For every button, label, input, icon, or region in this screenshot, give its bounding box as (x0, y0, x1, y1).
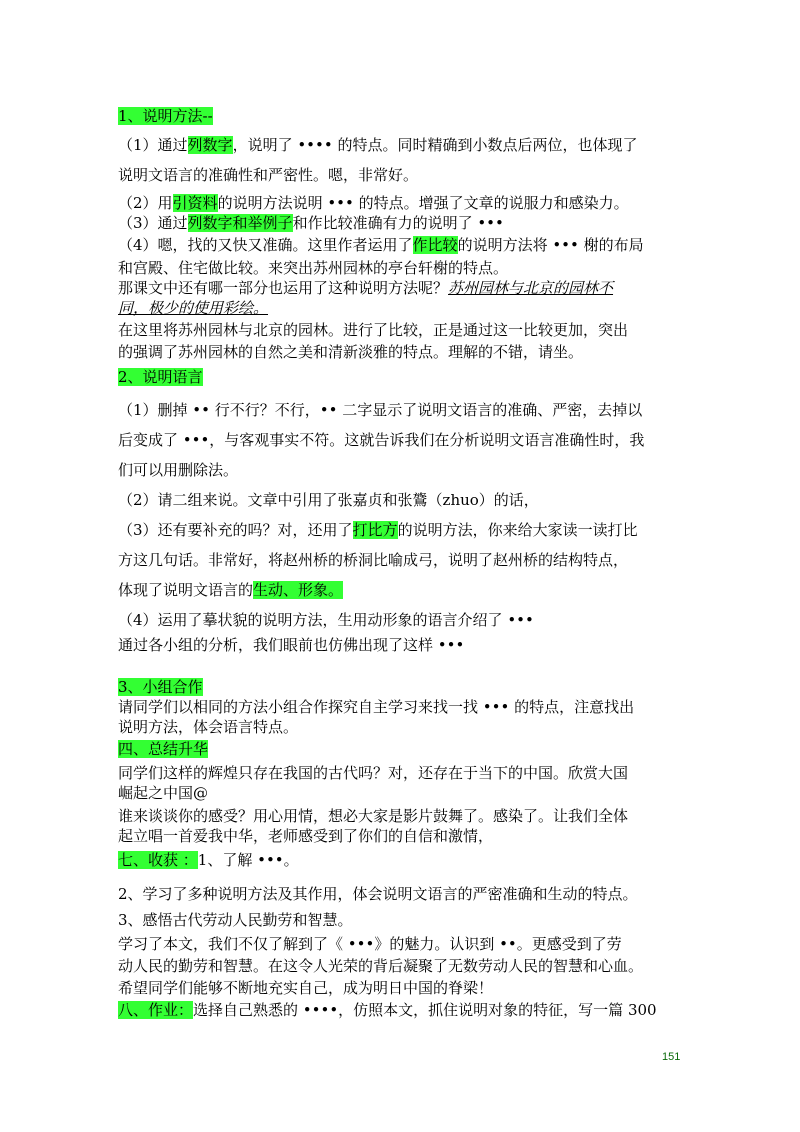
text-line (118, 739, 208, 759)
text-run: 3、感悟古代劳动人民勤劳和智慧。 (118, 911, 353, 929)
text-run: 的说明方法将 ••• 榭的布局 (457, 236, 644, 254)
text-line (118, 697, 634, 717)
text-run: 们可以用删除法。 (118, 461, 239, 479)
text-run: 在这里将苏州园林与北京的园林。进行了比较，正是通过这一比较更加，突出 (118, 321, 629, 339)
highlighted-text: 3、小组合作 (118, 678, 203, 696)
text-run: （3）还有要补充的吗？对，还用了 (118, 521, 353, 539)
text-run: （4）运用了摹状貌的说明方法，生用动形象的语言介绍了 ••• (118, 611, 534, 629)
text-run: 后变成了 •••，与客观事实不符。这就告诉我们在分析说明文语言准确性时，我 (118, 431, 645, 449)
text-line (118, 884, 638, 904)
text-line (118, 677, 203, 697)
text-run: （1）通过 (118, 136, 188, 154)
text-run: 的说明方法说明 ••• 的特点。增强了文章的说服力和感染力。 (217, 194, 629, 212)
text-line (118, 320, 628, 340)
highlighted-text: 引资料 (172, 194, 218, 212)
highlighted-text: 四、总结升华 (118, 740, 209, 758)
text-line (118, 520, 638, 540)
text-run: 的强调了苏州园林的自然之美和清新淡雅的特点。理解的不错，请坐。 (118, 343, 584, 361)
page-number: 151 (662, 1051, 681, 1063)
text-line (118, 910, 353, 930)
text-line (118, 763, 628, 783)
text-run: 和宫殿、住宅做比较。来突出苏州园林的亭台轩榭的特点。 (118, 259, 509, 277)
text-line (118, 165, 418, 185)
text-run: 通过各小组的分析，我们眼前也仿佛出现了这样 ••• (118, 636, 465, 654)
text-run: ，说明了 •••• 的特点。同时精确到小数点后两位，也体现了 (232, 136, 638, 154)
text-line (118, 826, 493, 846)
text-run: 选择自己熟悉的 ••••，仿照本文，抓住说明对象的特征，写一篇 300 (193, 1001, 657, 1019)
text-line (118, 550, 628, 570)
text-line (118, 783, 208, 803)
underlined-text: 同，极少的使用彩绘。 (118, 299, 269, 317)
highlighted-text: 作比较 (412, 236, 458, 254)
text-run: （2）请二组来说。文章中引用了张嘉贞和张鷟（zhuo）的话， (118, 491, 539, 509)
text-run: 体现了说明文语言的 (118, 581, 254, 599)
text-line (118, 278, 613, 298)
text-line (118, 850, 299, 870)
text-line (118, 635, 464, 655)
text-line (118, 580, 343, 600)
highlighted-text: 列数字和举例子 (187, 214, 293, 232)
highlighted-text: 2、说明语言 (118, 368, 203, 386)
text-run: 方这几句话。非常好，将赵州桥的桥洞比喻成弓，说明了赵州桥的结构特点， (118, 551, 629, 569)
text-line (118, 298, 268, 318)
text-line (118, 193, 629, 213)
text-run: 2、学习了多种说明方法及其作用，体会说明文语言的严密准确和生动的特点。 (118, 885, 638, 903)
text-run: （4）嗯，找的又快又准确。这里作者运用了 (118, 236, 413, 254)
text-line (118, 106, 213, 126)
text-line (118, 430, 644, 450)
text-run: 学习了本文，我们不仅了解到了《 •••》的魅力。认识到 ••。更感受到了劳 (118, 935, 622, 953)
highlighted-text: 八、作业： (118, 1001, 194, 1019)
text-line (118, 956, 643, 976)
text-line (118, 213, 504, 233)
text-run: 同学们这样的辉煌只存在我国的古代吗？对，还存在于当下的中国。欣赏大国 (118, 764, 629, 782)
highlighted-text: 打比方 (352, 521, 398, 539)
text-line (118, 610, 534, 630)
highlighted-text: 1、说明方法-- (118, 107, 213, 125)
underlined-text: 苏州园林与北京的园林不 (448, 279, 614, 297)
text-line (118, 806, 628, 826)
text-run: 请同学们以相同的方法小组合作探究自主学习来找一找 ••• 的特点，注意找出 (118, 698, 635, 716)
text-line (118, 490, 539, 510)
text-run: 希望同学们能够不断地充实自己，成为明日中国的脊梁！ (118, 979, 494, 997)
text-line (118, 400, 642, 420)
text-line (118, 258, 508, 278)
text-run: 1、了解 •••。 (197, 851, 299, 869)
text-run: 动人民的勤劳和智慧。在这令人光荣的背后凝聚了无数劳动人民的智慧和心血。 (118, 957, 644, 975)
text-line (118, 135, 638, 155)
text-run: 的说明方法，你来给大家读一读打比 (397, 521, 638, 539)
text-line (118, 342, 583, 362)
text-run: 起立唱一首爱我中华，老师感受到了你们的自信和激情， (118, 827, 494, 845)
text-run: 说明方法，体会语言特点。 (118, 718, 299, 736)
text-run: （1）删掉 •• 行不行？不行，•• 二字显示了说明文语言的准确、严密，去掉以 (118, 401, 643, 419)
highlighted-text: 七、收获 ： (118, 851, 198, 869)
highlighted-text: 生动、形象。 (253, 581, 344, 599)
text-run: 那课文中还有哪一部分也运用了这种说明方法呢？ (118, 279, 449, 297)
text-line (118, 717, 298, 737)
text-run: （2）用 (118, 194, 173, 212)
highlighted-text: 列数字 (187, 136, 233, 154)
text-line (118, 367, 203, 387)
text-line (118, 978, 493, 998)
text-run: 和作比较准确有力的说明了 ••• (292, 214, 504, 232)
text-run: 说明文语言的准确性和严密性。嗯，非常好。 (118, 166, 419, 184)
text-run: 崛起之中国@ (118, 784, 209, 802)
text-line (118, 460, 238, 480)
text-line (118, 934, 622, 954)
text-line (118, 235, 644, 255)
text-run: （3）通过 (118, 214, 188, 232)
text-line (118, 1000, 657, 1020)
text-run: 谁来谈谈你的感受？用心用情，想必大家是影片鼓舞了。感染了。让我们全体 (118, 807, 629, 825)
